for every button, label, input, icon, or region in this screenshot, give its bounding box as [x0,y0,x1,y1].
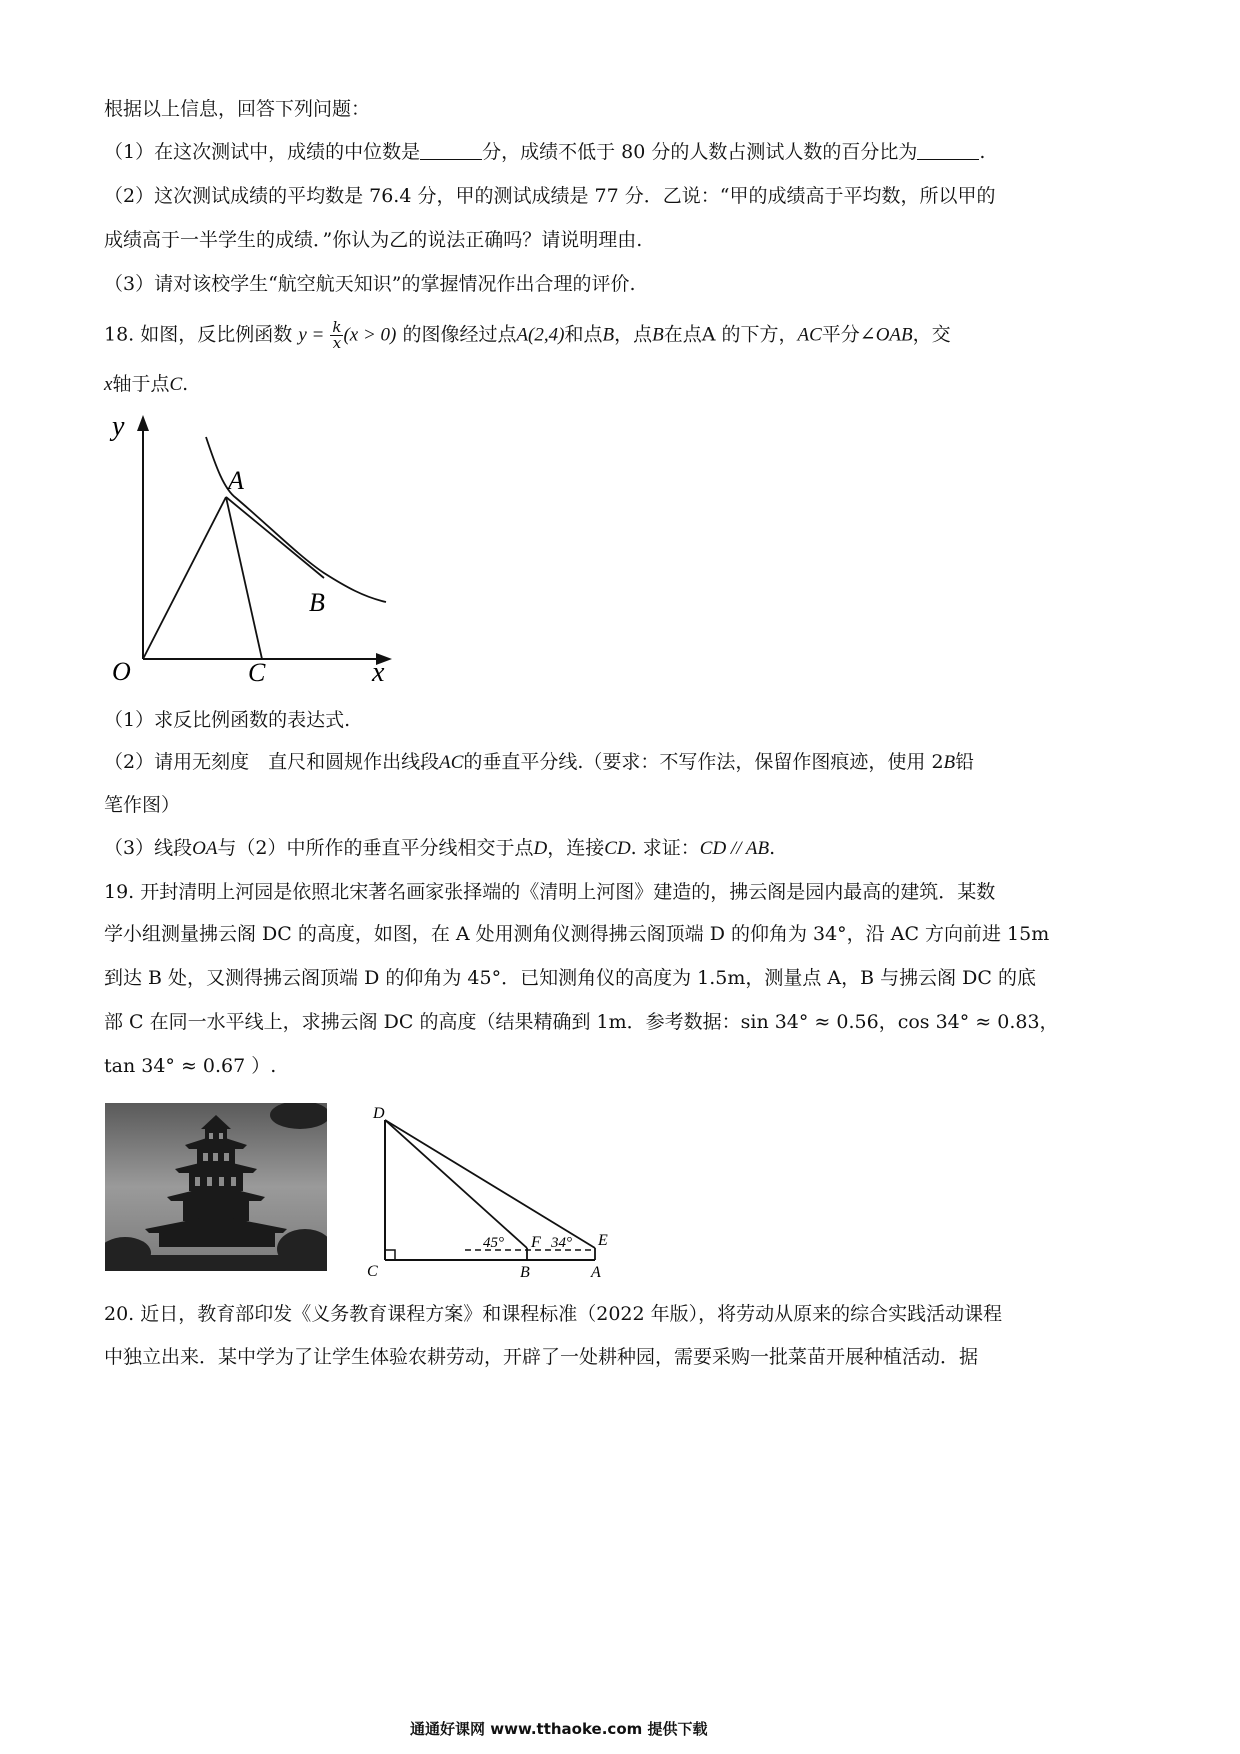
q18-stem-line1 [104,320,951,351]
q17-part1-c: . [979,141,986,163]
q19-line1: 19. 开封清明上河园是依照北宋著名画家张择端的《清明上河图》建造的，拂云阁是园内最高的建筑．某数 [104,881,996,903]
q18-stem-line2 [104,372,188,397]
q17-part2-line2: 成绩高于一半学生的成绩．”你认为乙的说法正确吗？请说明理由. [104,229,643,251]
q18-part2-line1 [104,750,974,775]
q18-s1: 18. 如图，反比例函数 [104,323,293,346]
q18-frac-den: x [332,334,342,352]
q18-p3-D: D [533,838,548,859]
elevation-diagram [355,1100,645,1280]
q18-part1: （1）求反比例函数的表达式. [104,709,351,731]
intro-text: 根据以上信息，回答下列问题： [104,98,371,120]
segment-DE [385,1120,595,1248]
footer-source: 通通好课网 www.tthaoke.com 提供下载 [410,1720,708,1738]
q18-AC: AC [797,324,822,346]
q18-p3-CD: CD [604,838,631,859]
q18-B2: B [652,324,664,346]
q18-p3-c: ，连接 [547,837,605,859]
q19-line2: 学小组测量拂云阁 DC 的高度，如图，在 A 处用测角仪测得拂云阁顶端 D 的仰角为 34°，沿 AC 方向前进 15m [104,923,1050,945]
segment-DF [385,1120,527,1248]
hyperbola-curve [206,437,386,602]
q18-p3-OA: OA [192,838,218,859]
q18-B1: B [602,324,615,346]
q19-line3: 到达 B 处，又测得拂云阁顶端 D 的仰角为 45°．已知测角仪的高度为 1.5m，测量点 A，B 与拂云阁 DC 的底 [104,967,1036,989]
label-angle-45: 45° [483,1235,504,1251]
q17-part1-b: 分，成绩不低于 80 分的人数占测试人数的百分比为 [482,141,918,163]
label-x: x [372,657,385,688]
q18-pointA: A(2,4) [516,324,565,346]
q17-part1 [104,140,985,164]
q18-p2-c: 铅 [955,751,975,773]
pavilion-photo [105,1103,327,1271]
label-F: F [531,1234,541,1251]
q18-fraction [330,320,343,351]
q18-p2-a: （2）请用无刻度 直尺和圆规作出线段 [104,751,440,773]
q18-l2-end: . [182,373,189,395]
label-A: A [591,1264,601,1280]
q18-p3-d: . 求证： [630,837,700,859]
label-B: B [520,1264,530,1280]
q18-s4: ，点 [614,323,653,346]
q18-p2-AC: AC [439,752,464,773]
q19-line5: tan 34° ≈ 0.67 ）. [104,1055,277,1077]
q17-part2-line1: （2）这次测试成绩的平均数是 76.4 分，甲的测试成绩是 77 分．乙说：“甲的成绩高于平均数，所以甲的 [104,185,996,207]
q18-x: x [104,374,113,395]
q18-s7: ，交 [912,323,951,346]
q18-C: C [169,374,183,395]
label-A: A [228,466,244,495]
label-C: C [367,1263,378,1280]
q18-domain: (x > 0) [343,324,397,346]
segment-OA [143,497,226,659]
q18-frac-num: k [332,318,342,336]
right-angle-mark [385,1250,395,1260]
q18-part2-line2: 笔作图） [104,794,181,816]
q18-s2: 的图像经过点 [402,323,517,346]
label-y: y [112,411,125,442]
q18-s5: 在点A 的下方， [663,323,798,346]
q18-p2-B: B [943,752,956,773]
label-E: E [598,1232,608,1249]
answer-blank-percent[interactable] [917,141,979,160]
q18-p3-b: 与（2）中所作的垂直平分线相交于点 [217,837,534,859]
q18-p3-parallel: CD // AB [699,838,770,859]
q18-s3: 和点 [564,323,603,346]
q17-part3: （3）请对该校学生“航空航天知识”的掌握情况作出合理的评价. [104,273,636,295]
label-D: D [373,1105,385,1122]
q18-l2-rest: 轴于点 [112,373,170,395]
q18-p2-b: 的垂直平分线.（要求：不写作法，保留作图痕迹，使用 2 [463,751,944,773]
q18-p3-a: （3）线段 [104,837,193,859]
q17-part1-a: （1）在这次测试中，成绩的中位数是 [104,141,421,163]
label-O: O [112,657,131,686]
q18-s6: 平分 [821,323,860,346]
q18-part3 [104,836,775,861]
label-B: B [309,588,325,617]
y-axis-arrow [137,415,149,431]
q20-line2: 中独立出来．某中学为了让学生体验农耕劳动，开辟了一处耕种园，需要采购一批菜苗开展种植活动．据 [104,1346,979,1368]
q18-p3-e: . [769,837,776,859]
q19-line4: 部 C 在同一水平线上，求拂云阁 DC 的高度（结果精确到 1m．参考数据：sin 34° ≈ 0.56，cos 34° ≈ 0.83， [104,1011,1059,1033]
q18-angle: ∠OAB [859,324,913,346]
label-angle-34: 34° [551,1235,572,1251]
q20-line1: 20. 近日，教育部印发《义务教育课程方案》和课程标准（2022 年版），将劳动从原来的综合实践活动课程 [104,1303,1003,1325]
q18-y-eq: y = [298,324,325,346]
answer-blank-median[interactable] [420,141,482,160]
label-C: C [248,658,266,687]
inverse-function-graph [100,405,410,695]
